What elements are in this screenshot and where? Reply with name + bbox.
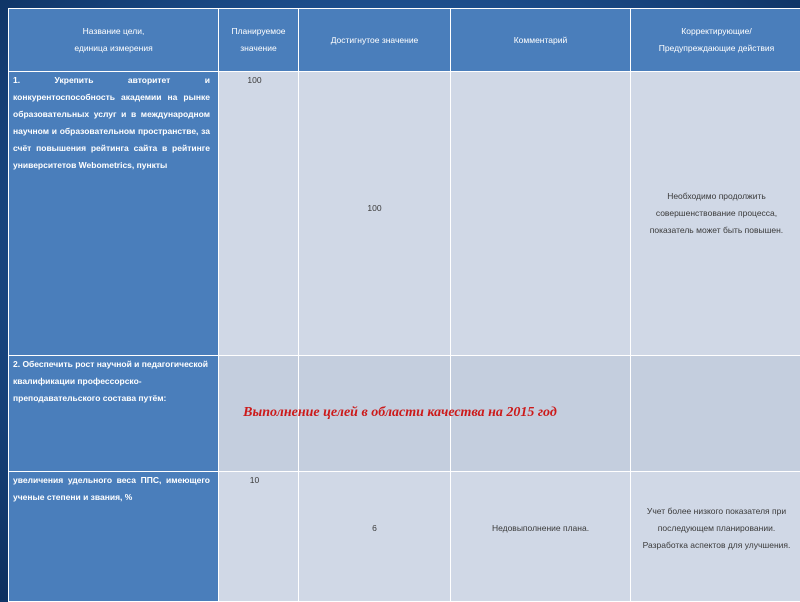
quality-goals-table xyxy=(8,8,800,602)
actions-cell xyxy=(631,356,800,472)
achieved-cell xyxy=(299,472,451,602)
comment-cell xyxy=(451,72,631,356)
planned-value: 100 xyxy=(211,72,298,89)
achieved-value: 100 xyxy=(299,200,450,217)
table-row xyxy=(9,472,800,602)
achieved-cell xyxy=(299,356,451,472)
header-goal-name-line2: единица измерения xyxy=(9,40,218,57)
goal-cell xyxy=(9,472,219,602)
header-achieved-line1: Достигнутое значение xyxy=(299,32,450,49)
goal-cell xyxy=(9,356,219,472)
table-row xyxy=(9,356,800,472)
header-planned xyxy=(219,9,299,72)
goal-cell xyxy=(9,72,219,356)
header-goal-name-line1: Название цели, xyxy=(9,23,218,40)
header-goal-name xyxy=(9,9,219,72)
planned-cell xyxy=(219,72,299,356)
goal-text: увеличения удельного веса ППС, имеющего ученые степени и звания, % xyxy=(13,472,210,506)
header-actions-line1: Корректирующие/ xyxy=(631,23,800,40)
actions-cell xyxy=(631,72,800,356)
achieved-cell xyxy=(299,72,451,356)
planned-value: 10 xyxy=(211,472,298,489)
comment-cell xyxy=(451,356,631,472)
header-comment xyxy=(451,9,631,72)
goal-text: 1. Укрепить авторитет и конкурентоспособность академии на рынке образовательных услуг и в международном научном и образовательном пространстве, за счёт повышения рейтинга сайта в рейтинге университетов Webometrics, пункты xyxy=(13,72,210,174)
header-planned-line2: значение xyxy=(219,40,298,57)
header-comment-line1: Комментарий xyxy=(451,32,630,49)
table-row xyxy=(9,72,800,356)
achieved-value: 6 xyxy=(299,472,450,584)
header-planned-line1: Планируемое xyxy=(219,23,298,40)
goal-text: 2. Обеспечить рост научной и педагогической квалификации профессорско-преподавательского состава путём: xyxy=(13,356,210,407)
comment-text: Недовыполнение плана. xyxy=(451,472,630,584)
header-actions xyxy=(631,9,800,72)
planned-cell xyxy=(219,356,299,472)
actions-cell xyxy=(631,472,800,602)
actions-text: Необходимо продолжить совершенствование процесса, показатель может быть повышен. xyxy=(631,72,800,355)
header-achieved xyxy=(299,9,451,72)
comment-cell xyxy=(451,472,631,602)
actions-text: Учет более низкого показателя при последующем планировании. Разработка аспектов для улучшения. xyxy=(631,472,800,584)
header-actions-line2: Предупреждающие действия xyxy=(631,40,800,57)
planned-cell xyxy=(219,472,299,602)
slide-title: Выполнение целей в области качества на 2015 год xyxy=(0,405,800,421)
table-header-row xyxy=(9,9,800,72)
